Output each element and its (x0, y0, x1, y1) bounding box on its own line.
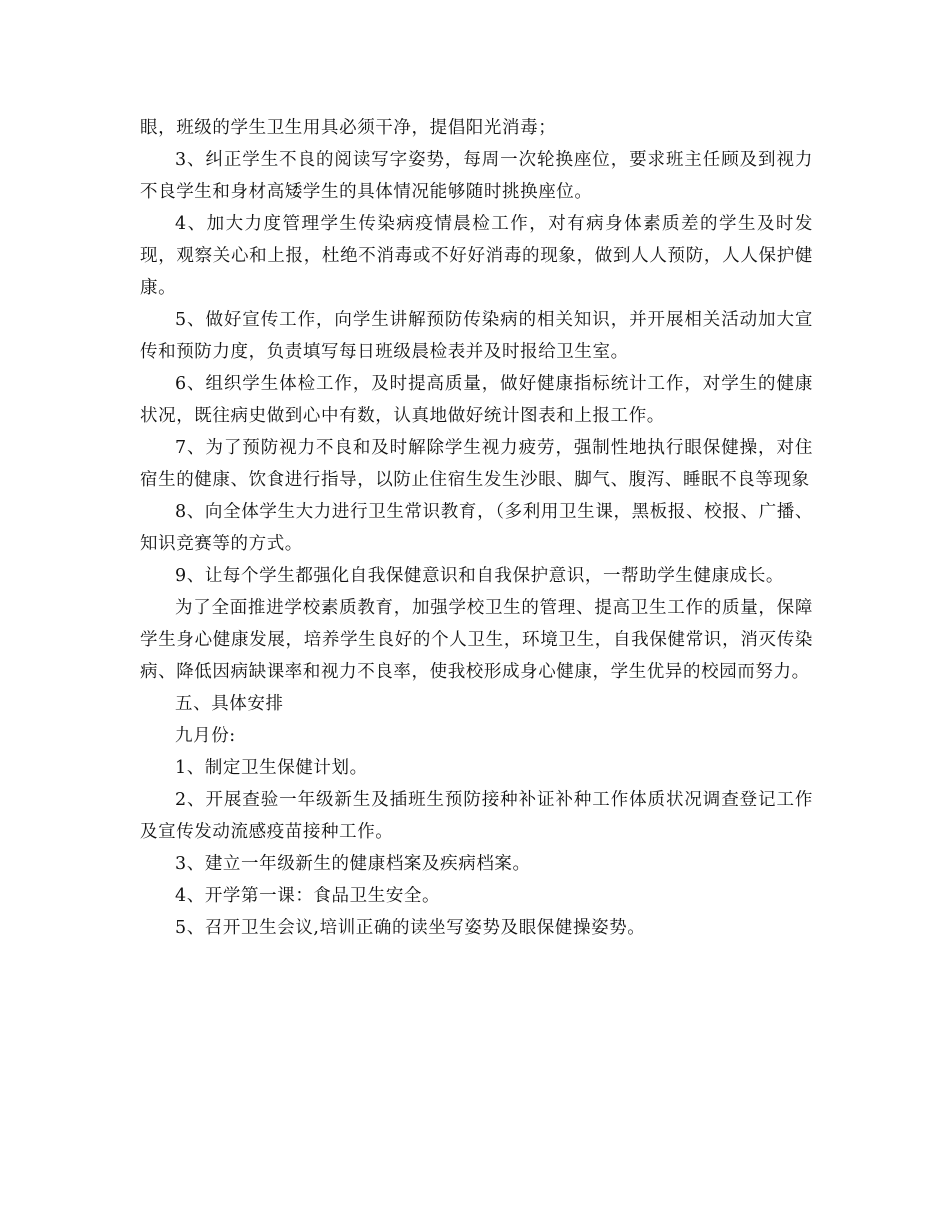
paragraph-item-3: 3、纠正学生不良的阅读写字姿势，每周一次轮换座位，要求班主任顾及到视力不良学生和身材高矮学生的具体情况能够随时挑换座位。 (140, 150, 813, 202)
paragraph-item-4: 4、加大力度管理学生传染病疫情晨检工作，对有病身体素质差的学生及时发现，观察关心和上报，杜绝不消毒或不好好消毒的现象，做到人人预防，人人保护健康。 (140, 214, 813, 298)
paragraph-item-5: 5、做好宣传工作，向学生讲解预防传染病的相关知识，并开展相关活动加大宣传和预防力度，负责填写每日班级晨检表并及时报给卫生室。 (140, 310, 813, 362)
schedule-item-2: 2、开展查验一年级新生及插班生预防接种补证补种工作体质状况调查登记工作及宣传发动流感疫苗接种工作。 (140, 790, 813, 842)
paragraph-item-6: 6、组织学生体检工作，及时提高质量，做好健康指标统计工作，对学生的健康状况，既往病史做到心中有数，认真地做好统计图表和上报工作。 (140, 374, 813, 426)
paragraph-item-9: 9、让每个学生都强化自我保健意识和自我保护意识，一帮助学生健康成长。 (175, 566, 785, 586)
paragraph-item-8: 8、向全体学生大力进行卫生常识教育，（多利用卫生课，黑板报、校报、广播、知识竞赛等的方式。 (140, 502, 813, 554)
paragraph-summary: 为了全面推进学校素质教育，加强学校卫生的管理、提高卫生工作的质量，保障学生身心健康发展，培养学生良好的个人卫生，环境卫生，自我保健常识，消灭传染病、降低因病缺课率和视力不良率，使我校形成身心健康，学生优异的校园而努力。 (140, 598, 813, 682)
document-body (140, 112, 813, 944)
section-heading: 五、具体安排 (175, 694, 284, 714)
schedule-item-1: 1、制定卫生保健计划。 (175, 758, 368, 778)
schedule-item-5: 5、召开卫生会议,培训正确的读坐写姿势及眼保健操姿势。 (175, 918, 646, 938)
paragraph-item-7: 7、为了预防视力不良和及时解除学生视力疲劳，强制性地执行眼保健操，对住宿生的健康、饮食进行指导，以防止住宿生发生沙眼、脚气、腹泻、睡眠不良等现象 (140, 438, 813, 490)
schedule-item-4: 4、开学第一课：食品卫生安全。 (175, 886, 441, 906)
paragraph-continuation: 眼，班级的学生卫生用具必须干净，提倡阳光消毒； (140, 118, 557, 138)
month-heading: 九月份: (175, 726, 236, 746)
schedule-item-3: 3、建立一年级新生的健康档案及疾病档案。 (175, 854, 531, 874)
